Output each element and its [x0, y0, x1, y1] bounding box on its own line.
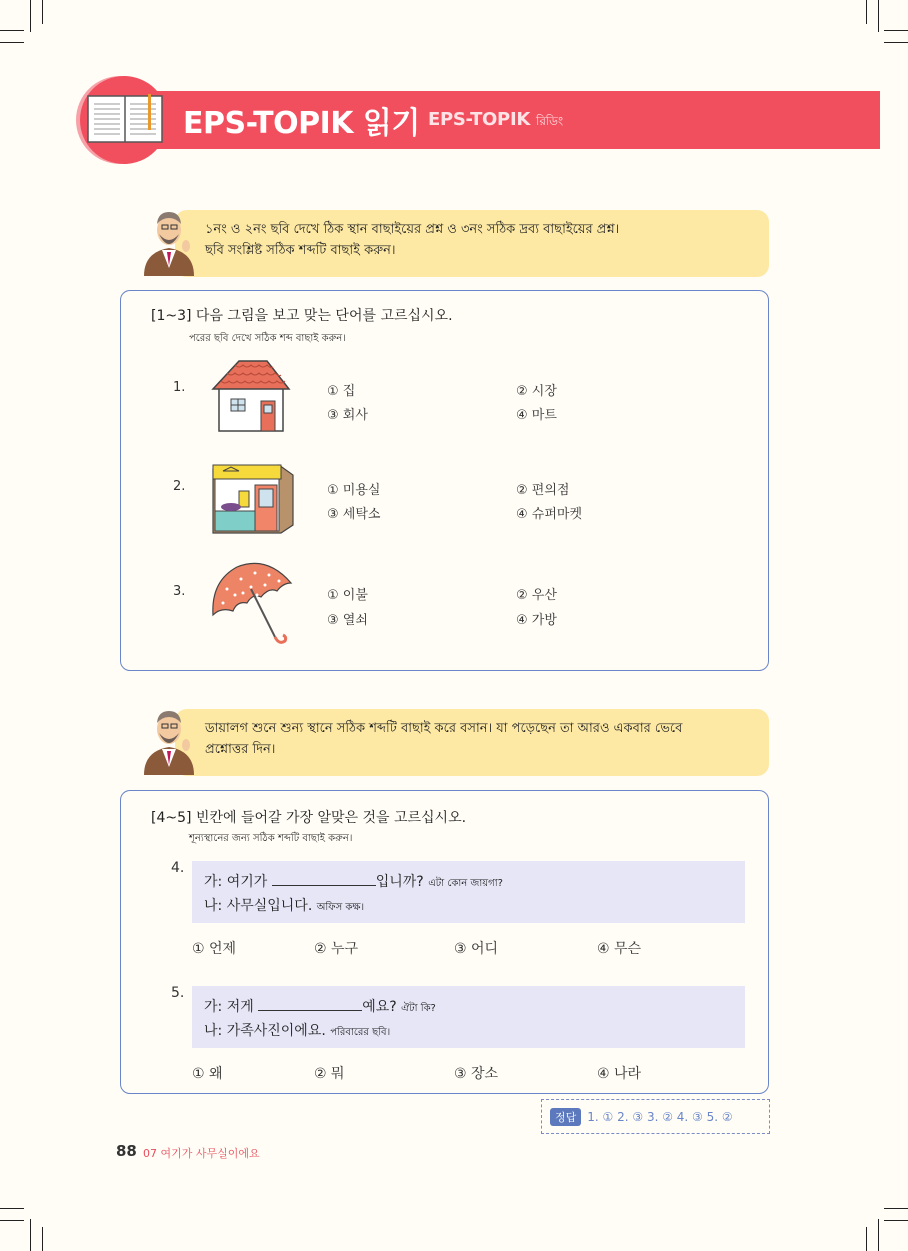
crop-mark [0, 30, 24, 31]
dialog-text: 가: 저게 [204, 999, 259, 1015]
answer-key [541, 1099, 770, 1134]
dialog-translation: এটা কোন জায়গা? [428, 878, 503, 889]
option[interactable]: ③ 어디 [454, 941, 499, 957]
dialog-box [192, 986, 745, 1048]
crop-mark [884, 30, 908, 31]
question-number: 1. [173, 380, 186, 395]
crop-mark [30, 1219, 31, 1251]
crop-mark [30, 0, 31, 32]
house-icon [209, 359, 293, 433]
option[interactable]: ④ 마트 [516, 408, 557, 423]
dialog-text: 예요? [362, 999, 397, 1015]
subtitle-bn: রিডিং [535, 114, 563, 128]
dialog-text: 입니까? [375, 874, 424, 890]
answer-blank [258, 997, 362, 1011]
dialog-line-b [204, 895, 745, 919]
crop-mark [878, 0, 879, 32]
dialog-translation: ঐটা কি? [401, 1003, 436, 1014]
dialog-line-a [204, 996, 745, 1020]
dialog-translation: অফিস কক্ষ। [316, 902, 365, 913]
instruction-line: ছবি সংশ্লিষ্ট সঠিক শব্দটি বাছাই করুন। [205, 243, 396, 258]
crop-mark [884, 1220, 908, 1221]
teacher-icon [138, 206, 200, 276]
laundry-shop-icon [209, 461, 297, 537]
umbrella-icon [207, 559, 297, 649]
option[interactable]: ③ 세탁소 [327, 507, 381, 522]
option[interactable]: ② 뭐 [314, 1066, 345, 1082]
dialog-translation: পরিবারের ছবি। [330, 1027, 391, 1038]
question-number: 5. [171, 985, 185, 1001]
option[interactable]: ② 우산 [516, 588, 557, 603]
question-number: 4. [171, 860, 185, 876]
section-subheading: শূন্যস্থানের জন্য সঠিক শব্দটি বাছাই করুন। [189, 833, 353, 844]
option[interactable]: ① 왜 [192, 1066, 223, 1082]
question-number: 2. [173, 479, 186, 494]
option[interactable]: ② 편의점 [516, 483, 570, 498]
instruction-line: প্রশ্নোত্তর দিন। [205, 742, 276, 757]
answer-blank [272, 872, 376, 886]
dialog-box [192, 861, 745, 923]
option[interactable]: ④ 슈퍼마켓 [516, 507, 583, 522]
crop-mark [884, 1208, 908, 1209]
option[interactable]: ④ 무슨 [597, 941, 642, 957]
crop-mark [0, 1220, 24, 1221]
crop-mark [884, 42, 908, 43]
answer-text: 1. ① 2. ③ 3. ② 4. ③ 5. ② [587, 1110, 733, 1124]
dialog-line-b [204, 1020, 745, 1044]
chapter-title: 07 여기가 사무실이에요 [143, 1147, 260, 1160]
section-heading: [1~3] 다음 그림을 보고 맞는 단어를 고르십시오. [151, 308, 453, 324]
page-subtitle [428, 109, 563, 133]
instruction-box [175, 210, 769, 277]
crop-mark [878, 1219, 879, 1251]
option[interactable]: ① 집 [327, 384, 356, 399]
option[interactable]: ④ 나라 [597, 1066, 642, 1082]
option[interactable]: ④ 가방 [516, 613, 557, 628]
option[interactable]: ③ 열쇠 [327, 613, 368, 628]
question-number: 3. [173, 584, 186, 599]
crop-mark [42, 0, 43, 24]
crop-mark [0, 42, 24, 43]
question-box [120, 790, 769, 1094]
page-title: EPS-TOPIK 읽기 [183, 106, 420, 141]
instruction-box [175, 709, 769, 776]
answer-badge: 정답 [550, 1108, 581, 1126]
crop-mark [866, 0, 867, 24]
dialog-text: 가: 여기가 [204, 874, 272, 890]
option[interactable]: ② 시장 [516, 384, 557, 399]
question-box [120, 290, 769, 671]
crop-mark [0, 1208, 24, 1209]
section-subheading: পরের ছবি দেখে সঠিক শব্দ বাছাই করুন। [189, 333, 346, 344]
dialog-text: 나: 사무실입니다. [204, 898, 313, 914]
instruction-line: ডায়ালগ শুনে শুন্য স্থানে সঠিক শব্দটি বাছাই করে বসান। যা পড়েছেন তা আরও একবার ভেবে [205, 721, 683, 736]
option[interactable]: ③ 장소 [454, 1066, 499, 1082]
crop-mark [866, 1227, 867, 1251]
subtitle-text: EPS-TOPIK [428, 109, 530, 130]
option[interactable]: ② 누구 [314, 941, 359, 957]
option[interactable]: ① 이불 [327, 588, 368, 603]
teacher-icon [138, 705, 200, 775]
page-number: 88 [116, 1142, 137, 1160]
option[interactable]: ① 미용실 [327, 483, 381, 498]
section-heading: [4~5] 빈칸에 들어갈 가장 알맞은 것을 고르십시오. [151, 810, 467, 826]
option[interactable]: ③ 회사 [327, 408, 368, 423]
dialog-text: 나: 가족사진이에요. [204, 1023, 326, 1039]
option[interactable]: ① 언제 [192, 941, 237, 957]
book-icon [86, 92, 164, 146]
crop-mark [42, 1227, 43, 1251]
instruction-line: ১নং ও ২নং ছবি দেখে ঠিক স্থান বাছাইয়ের প্রশ্ন ও ৩নং সঠিক দ্রব্য বাছাইয়ের প্রশ্ন। [205, 222, 620, 237]
dialog-line-a [204, 871, 745, 895]
